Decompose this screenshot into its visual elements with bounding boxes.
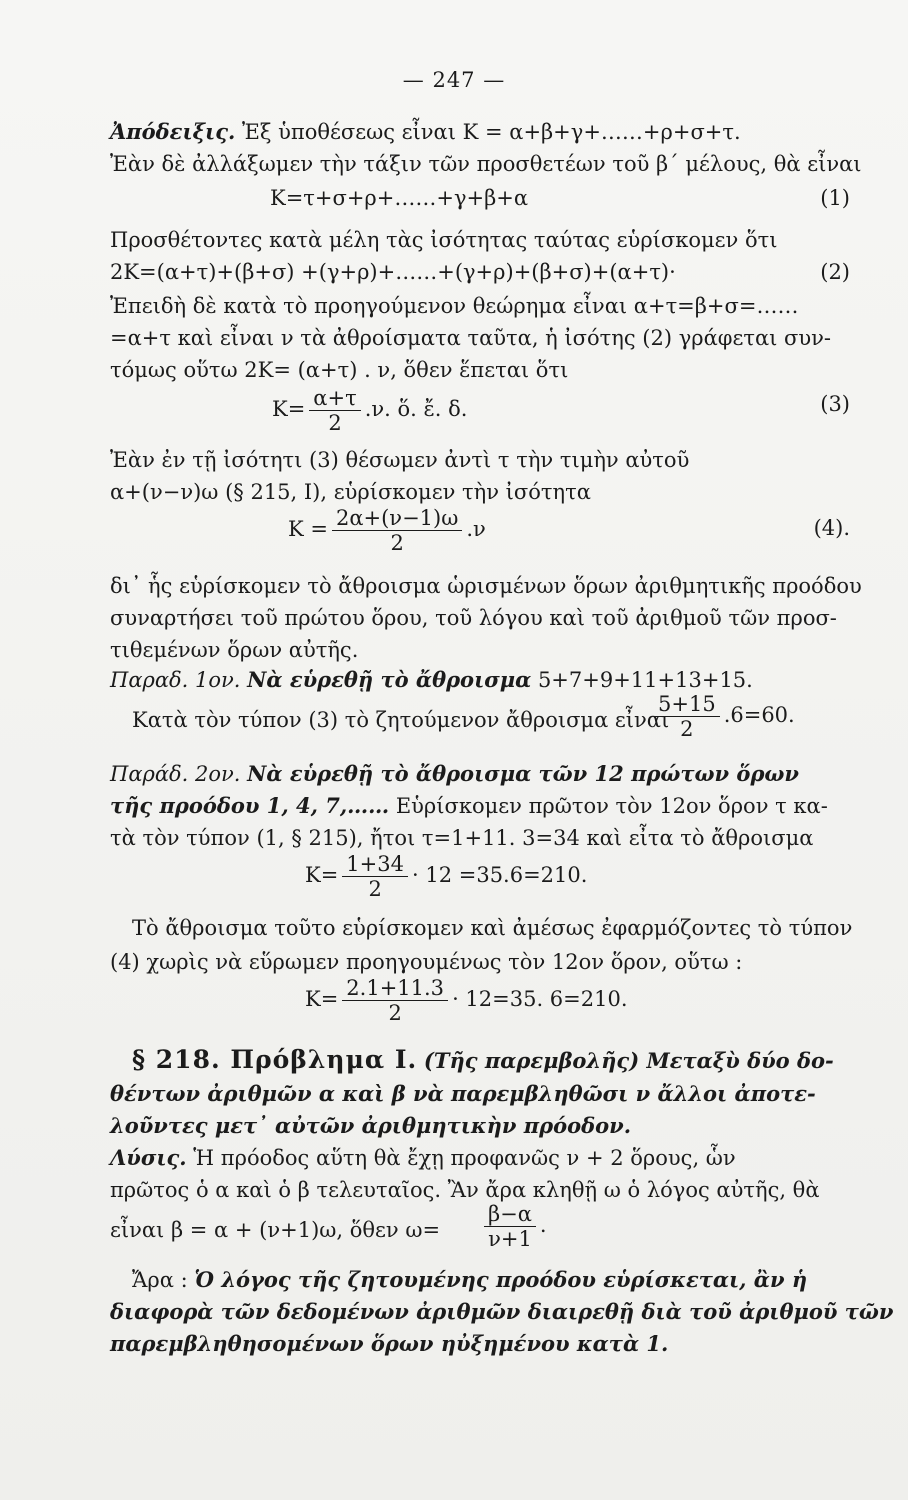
equation-3 bbox=[110, 386, 850, 440]
equation-4-expr bbox=[288, 506, 486, 555]
text-line: τιθεμένων ὅρων αὐτῆς. bbox=[110, 638, 359, 662]
text-span: Τὸ ἄθροισμα τοῦτο εὑρίσκομεν καὶ ἀμέσως ἐφαρμόζοντες τὸ τύπον bbox=[132, 916, 853, 940]
text-line: =α+τ καὶ εἶναι ν τὰ ἀθροίσματα ταῦτα, ἡ ἰσότης (2) γράφεται συν- bbox=[110, 326, 832, 350]
fraction bbox=[332, 506, 462, 555]
proof-label: Ἀπόδειξις. bbox=[110, 119, 236, 144]
section-number: § 218. Πρόβλημα I. bbox=[132, 1045, 418, 1074]
solution-end: . bbox=[539, 1213, 547, 1237]
section-title: (Τῆς παρεμβολῆς) Μεταξὺ δύο δο- bbox=[423, 1048, 834, 1073]
fraction bbox=[309, 386, 360, 435]
fraction-numerator: 1+34 bbox=[342, 852, 408, 877]
section-218-heading bbox=[110, 1046, 850, 1075]
solution-fraction-wrap bbox=[480, 1202, 547, 1251]
equation-b-lhs: Κ= bbox=[305, 987, 339, 1011]
fraction bbox=[342, 976, 448, 1025]
page-number: — 247 — bbox=[402, 68, 506, 92]
equation-3-expr bbox=[272, 386, 467, 435]
proof-hypothesis: Ἐξ ὑποθέσεως εἶναι Κ = α+β+γ+……+ρ+σ+τ. bbox=[242, 120, 741, 144]
fraction-numerator: 5+15 bbox=[654, 692, 720, 717]
equation-b bbox=[110, 976, 850, 1030]
conclusion-label: Ἄρα : bbox=[132, 1268, 188, 1292]
example-1-solution-text: Κατὰ τὸν τύπον (3) τὸ ζητούμενον ἄθροισμα εἶναι bbox=[132, 708, 670, 732]
solution-label: Λύσις. bbox=[110, 1145, 187, 1170]
text-line: Ἐπειδὴ δὲ κατὰ τὸ προηγούμενον θεώρημα εἶναι α+τ=β+σ=…… bbox=[110, 294, 799, 318]
conclusion-line-3: παρεμβληθησομένων ὅρων ηὐξημένου κατὰ 1. bbox=[110, 1331, 669, 1356]
fraction-denominator: 2 bbox=[390, 531, 404, 555]
example-2-rest: · 12 =35.6=210. bbox=[411, 863, 588, 887]
fraction-numerator: α+τ bbox=[309, 386, 360, 411]
text-line: συναρτήσει τοῦ πρώτου ὅρου, τοῦ λόγου καὶ τοῦ ἀριθμοῦ τῶν προσ- bbox=[110, 606, 837, 630]
fraction bbox=[654, 692, 720, 741]
example-1-heading bbox=[110, 666, 850, 694]
text-line: πρῶτος ὁ α καὶ ὁ β τελευταῖος. Ἂν ἄρα κληθῇ ω ὁ λόγος αὐτῆς, θὰ bbox=[110, 1178, 820, 1202]
fraction-numerator: 2α+(ν−1)ω bbox=[332, 506, 462, 531]
example-2-heading bbox=[110, 760, 850, 788]
fraction-numerator: 2.1+11.3 bbox=[342, 976, 448, 1001]
equation-2 bbox=[110, 258, 850, 286]
solution-equation bbox=[110, 1202, 850, 1256]
example-2-expr bbox=[305, 852, 587, 901]
conclusion-line-2: διαφορὰ τῶν δεδομένων ἀριθμῶν διαιρεθῇ διὰ τοῦ ἀριθμοῦ τῶν bbox=[110, 1299, 894, 1324]
example-2-text: Εὑρίσκομεν πρῶτον τὸν 12ον ὅρον τ κα- bbox=[395, 794, 828, 818]
text-line: α+(ν−ν)ω (§ 215, I), εὑρίσκομεν τὴν ἰσότητα bbox=[110, 480, 591, 504]
equation-1-body: Κ=τ+σ+ρ+……+γ+β+α bbox=[270, 186, 529, 210]
fraction bbox=[484, 1202, 536, 1251]
example-1-label: Παραδ. 1ον. bbox=[110, 668, 241, 692]
example-1-result bbox=[650, 692, 795, 741]
example-2-label: Παράδ. 2ον. bbox=[110, 762, 241, 786]
example-2-equation bbox=[110, 852, 850, 906]
fraction-denominator: 2 bbox=[388, 1001, 402, 1025]
fraction-denominator: 2 bbox=[680, 717, 694, 741]
equation-4-number: (4). bbox=[813, 516, 850, 540]
equation-3-number: (3) bbox=[820, 392, 850, 416]
conclusion-text: Ὁ λόγος τῆς ζητουμένης προόδου εὑρίσκεται, ἂν ἡ bbox=[194, 1267, 808, 1292]
example-1-solution bbox=[110, 692, 850, 746]
section-title-line-2: θέντων ἀριθμῶν α καὶ β νὰ παρεμβληθῶσι ν ἄλλοι ἀποτε- bbox=[110, 1081, 816, 1106]
fraction-denominator: ν+1 bbox=[488, 1227, 532, 1251]
solution-equation-text: εἶναι β = α + (ν+1)ω, ὅθεν ω= bbox=[110, 1218, 441, 1242]
text-line bbox=[110, 914, 853, 942]
text-line: Ἐὰν δὲ ἀλλάξωμεν τὴν τάξιν τῶν προσθετέων τοῦ β΄ μέλους, θὰ εἶναι bbox=[110, 152, 862, 176]
solution-line-1 bbox=[110, 1144, 850, 1172]
solution-text: Ἡ πρόοδος αὕτη θὰ ἔχῃ προφανῶς ν + 2 ὅρους, ὧν bbox=[193, 1146, 736, 1170]
example-2-lhs: Κ= bbox=[305, 863, 339, 887]
text-line: τὰ τὸν τύπον (1, § 215), ἤτοι τ=1+11. 3=34 καὶ εἶτα τὸ ἄθροισμα bbox=[110, 826, 814, 850]
fraction-denominator: 2 bbox=[368, 877, 382, 901]
equation-4-lhs: Κ = bbox=[288, 517, 328, 541]
equation-2-number: (2) bbox=[820, 260, 850, 284]
text-line: δι᾿ ἧς εὑρίσκομεν τὸ ἄθροισμα ὡρισμένων ὅρων ἀριθμητικῆς προόδου bbox=[110, 574, 862, 598]
fraction-numerator: β−α bbox=[484, 1202, 536, 1227]
equation-3-rest: .ν. ὅ. ἔ. δ. bbox=[364, 397, 468, 421]
equation-b-rest: · 12=35. 6=210. bbox=[452, 987, 628, 1011]
example-2-progression: τῆς προόδου 1, 4, 7,…… bbox=[110, 793, 390, 818]
example-2-task: Νὰ εὑρεθῇ τὸ ἄθροισμα τῶν 12 πρώτων ὅρων bbox=[247, 761, 799, 786]
equation-2-body: 2Κ=(α+τ)+(β+σ) +(γ+ρ)+……+(γ+ρ)+(β+σ)+(α+τ)· bbox=[110, 260, 676, 284]
equation-3-lhs: Κ= bbox=[272, 397, 306, 421]
equation-1-number: (1) bbox=[820, 186, 850, 210]
text-line: τόμως οὕτω 2Κ= (α+τ) . ν, ὅθεν ἕπεται ὅτι bbox=[110, 358, 569, 382]
equation-4-rest: .ν bbox=[466, 517, 486, 541]
example-1-rest: .6=60. bbox=[723, 703, 795, 727]
fraction bbox=[342, 852, 408, 901]
equation-b-expr bbox=[305, 976, 628, 1025]
example-2-line-2 bbox=[110, 792, 850, 820]
proof-line-1 bbox=[110, 118, 850, 146]
equation-4 bbox=[110, 506, 850, 560]
text-line: Ἐὰν ἐν τῇ ἰσότητι (3) θέσωμεν ἀντὶ τ τὴν τιμὴν αὐτοῦ bbox=[110, 448, 690, 472]
conclusion-line-1 bbox=[110, 1266, 850, 1294]
example-1-task: Νὰ εὑρεθῇ τὸ ἄθροισμα bbox=[247, 667, 532, 692]
section-title-line-3: λοῦντες μετ᾿ αὐτῶν ἀριθμητικὴν πρόοδον. bbox=[110, 1113, 632, 1138]
fraction-denominator: 2 bbox=[328, 411, 342, 435]
text-line: (4) χωρὶς νὰ εὕρωμεν προηγουμένως τὸν 12ον ὅρον, οὕτω : bbox=[110, 950, 743, 974]
text-line: Προσθέτοντες κατὰ μέλη τὰς ἰσότητας ταύτας εὑρίσκομεν ὅτι bbox=[110, 228, 778, 252]
example-1-sum: 5+7+9+11+13+15. bbox=[537, 668, 753, 692]
